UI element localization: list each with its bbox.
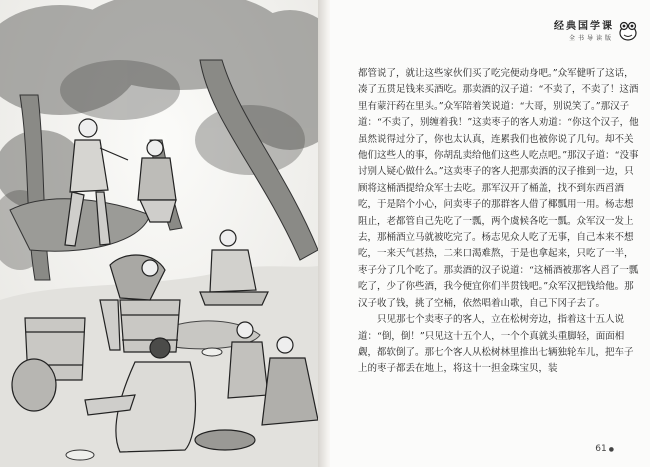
body-text <box>358 66 640 378</box>
running-header <box>554 17 614 42</box>
paragraph-1: 都管说了，就让这些家伙们买了吃完便动身吧。”众军健听了这话，凑了五贯足钱来买酒吃。那卖酒的汉子道：“不卖了，不卖了！这酒里有蒙汗药在里头。”众军陪着笑说道：“大哥，别说笑了。”那汉子道：“不卖了，别缠着我！”这卖枣子的客人劝道：“你这个汉子，他虽然说得过分了，你也太认真，连累我们也被你说了几句。却不关他们这些人的事，你胡乱卖给他们这些人吃点吧。”那汉子道：“没事讨别人疑心做什么。”这卖枣子的客人把那卖酒的汉子推到一边，只顾将这桶酒提给众军士去吃。那军汉开了桶盖，找不到东西舀酒吃，于是陪个小心，问卖枣子的那群客人借了椰瓢用一用。杨志想阻止，老都管自己先吃了一瓢，两个虞候各吃一瓢。众军汉一发上去，那桶酒立马就被吃完了。杨志见众人吃了无事，自己本来不想吃，一来天气甚热，二来口渴难熬，于是也拿起来，只吃了一半，枣子分了几个吃了。那卖酒的汉子说道：“这桶酒被那客人舀了一瓢吃了，少了你些酒，我今便宜你们半贯钱吧。”众军汉把钱给他。那汉子收了钱，挑了空桶，依然唱着山歌，自己下冈子去了。 <box>358 68 639 309</box>
header-title: 经典国学课 <box>554 21 614 32</box>
frog-logo-icon <box>618 20 638 42</box>
page-number-value: 61 <box>595 444 607 454</box>
header-subtitle: 全书导读版 <box>568 35 614 42</box>
page-number-dot-icon: ● <box>608 446 614 453</box>
page-number <box>595 444 614 454</box>
paragraph-2: 只见那七个卖枣子的客人，立在松树旁边，指着这十五人说道：“倒，倒！”只见这十五个人，一个个真就头重脚轻，面面相觑，都软倒了。那七个客人从松树林里推出七辆独轮车儿，把车子上的枣子都丢在地上，将这十一担金珠宝贝，装 <box>358 314 634 375</box>
text-page <box>330 0 650 467</box>
